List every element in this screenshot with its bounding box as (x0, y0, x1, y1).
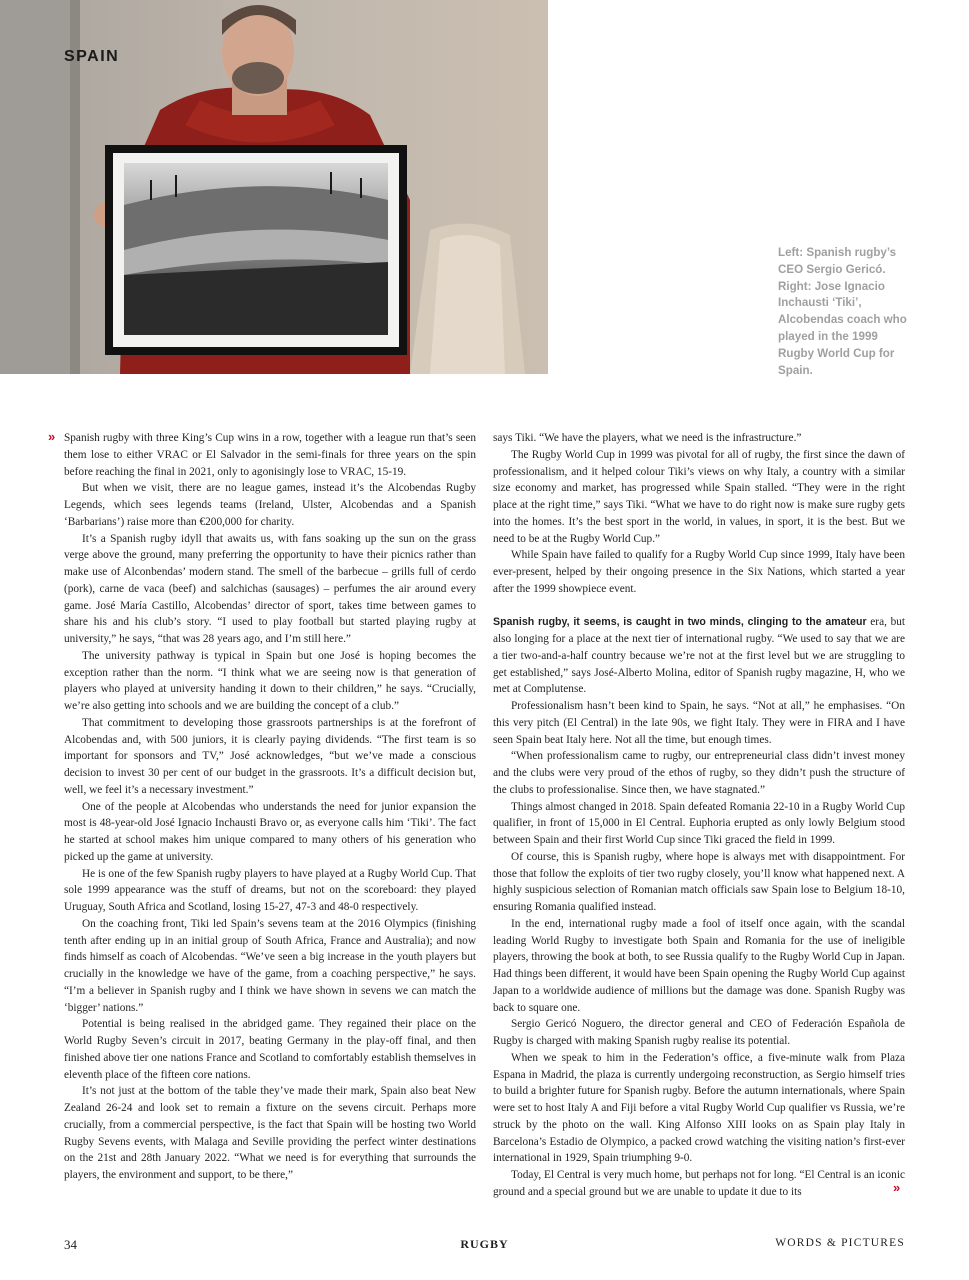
paragraph: In the end, international rugby made a fool of itself once again, with the scandal leading World Rugby to investigate both Spain and Romania for the use of ineligible players, throwing the book at both, to see Russia qualify to the Rugby World Cup in Japan. Had things been different, it would have been Spain opening the Rugby World Cup against Japan to a worldwide audience of millions but the damage was done. Spanish Rugby was back to square one. (493, 917, 905, 1014)
paragraph: It’s a Spanish rugby idyll that awaits us, with fans soaking up the sun on the grass verge above the ground, many preferring the opportunity to have their picnics rather than make use of Alconbendas’ modern stand. The smell of the barbecue – grills full of cerdo (pork), carne de vaca (beef) and salchichas (sausages) – perfumes the air around every game. José María Castillo, Alcobendas’ director of sport, takes time between games to share his and his club’s story. “I used to play football but started playing rugby at university,” he says, “that was 28 years ago, and I’m still here.” (64, 532, 476, 645)
paragraph: The Rugby World Cup in 1999 was pivotal for all of rugby, the first since the dawn of professionalism, and it helped colour Tiki’s views on why Italy, a country with a similar size economy and market, has progressed while Spain stalled. “They were in the right place at the right time,” says Tiki. “What we have to do right now is make sure rugby gets into the homes. It’s the best sport in the world, in values, in sport, it is the best. But we need to be at the Rugby World Cup.” (493, 448, 905, 545)
magazine-name: RUGBY (460, 1237, 509, 1251)
paragraph: Things almost changed in 2018. Spain defeated Romania 22-10 in a Rugby World Cup qualifier, in front of 15,000 in El Central. Euphoria erupted as only lowly Belgium stood between Spain and their first World Cup since Tiki graced the field in 1999. (493, 800, 905, 846)
section-lead-paragraph (493, 614, 905, 698)
paragraph: Sergio Gericó Noguero, the director general and CEO of Federación Española de Rugby is charged with making Spanish rugby realise its potential. (493, 1018, 905, 1047)
paragraph: Today, El Central is very much home, but perhaps not for long. “El Central is an iconic ground and a special ground but we are unable to update it due to its (493, 1169, 905, 1198)
paragraph: Of course, this is Spanish rugby, where hope is always met with disappointment. For those that follow the exploits of tier two rugby closely, you’ll know what happened next. A highly suspicious selection of Romanian match officials saw Spain lose to Belgium 18-10, ensuring Romania qualified instead. (493, 850, 905, 913)
section-lead-rest: era, but also longing for a place at the next tier of international rugby. “We used to say that we are a tier two-and-a-half country because we’re not at the first level but we are struggling to get established,” says José-Alberto Molina, editor of Spanish rugby magazine, H, who we met at Complutense. (493, 616, 906, 696)
paragraph: “When professionalism came to rugby, our entrepreneurial class didn’t invest money and the clubs were very proud of the ethos of rugby, so they didn’t push the structure of the clubs to professionalise. Since then, we have stagnated.” (493, 750, 905, 796)
paragraph: On the coaching front, Tiki led Spain’s sevens team at the 2016 Olympics (finishing tenth after ending up in an initial group of South Africa, France and Australia); and now finds himself as coach of Alcobendas. “We’ve seen a big increase in the youth players but crucially in the knowledge we have of the game, from a coaching perspective,” he says. “I’m a believer in Spanish rugby and I think we have shown in sevens we can match the ‘bigger’ nations.” (64, 917, 476, 1014)
paragraph: The university pathway is typical in Spain but one José is hoping becomes the exception rather than the norm. “I think what we are seeing now is that generation of players who played at university handing it down to their children,” he says. “Crucially, we’re also getting into schools and we are building the concept of a club.” (64, 649, 476, 712)
photo-caption: Left: Spanish rugby’s CEO Sergio Gericó. Right: Jose Ignacio Inchausti ‘Tiki’, Alcobendas coach who played in the 1999 Rugby World Cup for Spain. (778, 246, 907, 377)
paragraph: When we speak to him in the Federation’s office, a five-minute walk from Plaza Espana in Madrid, the plaza is currently undergoing reconstruction, as Sergio himself tries to build a brighter future for Spanish rugby. Before the autumn internationals, where Spain were set to host Italy A and Fiji before a vital Rugby World Cup qualifier vs Russia, we’re struck by the photo on the wall. King Alfonso XIII looks on as Spain play Italy in Barcelona’s Estadio de Olympico, a packed crowd watching the visiting nation’s first-ever international in 1929, Spain triumphing 9-0. (493, 1051, 905, 1165)
paragraph: But when we visit, there are no league games, instead it’s the Alcobendas Rugby Legends, which sees legends teams (Ireland, Ulster, Alcobendas and a Spanish ‘Barbarians’) raise more than €200,000 for charity. (64, 482, 476, 528)
paragraph: One of the people at Alcobendas who understands the need for junior expansion the most is 48-year-old José Ignacio Inchausti Bravo or, as everyone calls him ‘Tiki’. The fact he started at school makes him unique compared to many others of his generation who picked up the game at university. (64, 800, 476, 863)
paragraph: Potential is being realised in the abridged game. They regained their place on the World Rugby Seven’s circuit in 2017, beating Germany in the play-off final, and then finished above tier one nations France and Scotland to comfortably establish themselves in eleventh place of the fifteen core nations. (64, 1018, 476, 1081)
article-column-left (64, 430, 476, 1184)
page-number: 34 (64, 1237, 77, 1252)
article-column-right (493, 430, 905, 1201)
paragraph: says Tiki. “We have the players, what we need is the infrastructure.” (493, 432, 802, 444)
paragraph: Spanish rugby with three King’s Cup wins in a row, together with a league run that’s seen them lose to either VRAC or El Salvador in the semi-finals for three years on the spin before reaching the final in 2021, only to agonisingly lose to VRAC, 15-19. (64, 432, 476, 478)
paragraph: While Spain have failed to qualify for a Rugby World Cup since 1999, Italy have been ever-present, helped by their ongoing presence in the Six Nations, which started a year after the 1999 showpiece event. (493, 549, 905, 595)
double-chevron-right-icon: » (893, 1180, 901, 1195)
paragraph: Professionalism hasn’t been kind to Spain, he says. “Not at all,” he emphasises. “On this very pitch (El Central) in the late 90s, we fight Italy. They were in FIRA and I have seen Spain beat Italy here. Not all the time, but enough times. (493, 700, 905, 746)
paragraph: It’s not just at the bottom of the table they’ve made their mark, Spain also beat New Zealand 26-24 and look set to remain a fixture on the sevens circuit. Perhaps more crucially, from a commercial perspective, is the fact that Spain will be hosting two World Rugby Sevens events, with Malaga and Seville providing the perfect winter destinations on the 21st and 28th January 2022. “What we need is for everything that surrounds the players, the environment and support, to be there,” (64, 1085, 476, 1181)
section-label: SPAIN (64, 48, 120, 65)
paragraph: That commitment to developing those grassroots partnerships is at the forefront of Alcobendas and, with 500 juniors, it is clearly paying dividends. “The first team is so important for sponsors and TV,” José acknowledges, “but we’ve made a conscious decision to invest 30 per cent of our budget in the grassroots. It’s a difficult decision but, well, we feel it’s a necessary investment.” (64, 716, 476, 796)
section-lead: Spanish rugby, it seems, is caught in two minds, clinging to the amateur (493, 616, 867, 629)
footer-section-title: WORDS & PICTURES (775, 1237, 905, 1249)
paragraph: He is one of the few Spanish rugby players to have played at a Rugby World Cup. That sole 1999 appearance was the stuff of dreams, but not on the scoreboard: they played Uruguay, South Africa and Scotland, losing 15-27, 47-3 and 48-0 respectively. (64, 867, 476, 913)
double-chevron-right-icon: » (48, 429, 56, 444)
